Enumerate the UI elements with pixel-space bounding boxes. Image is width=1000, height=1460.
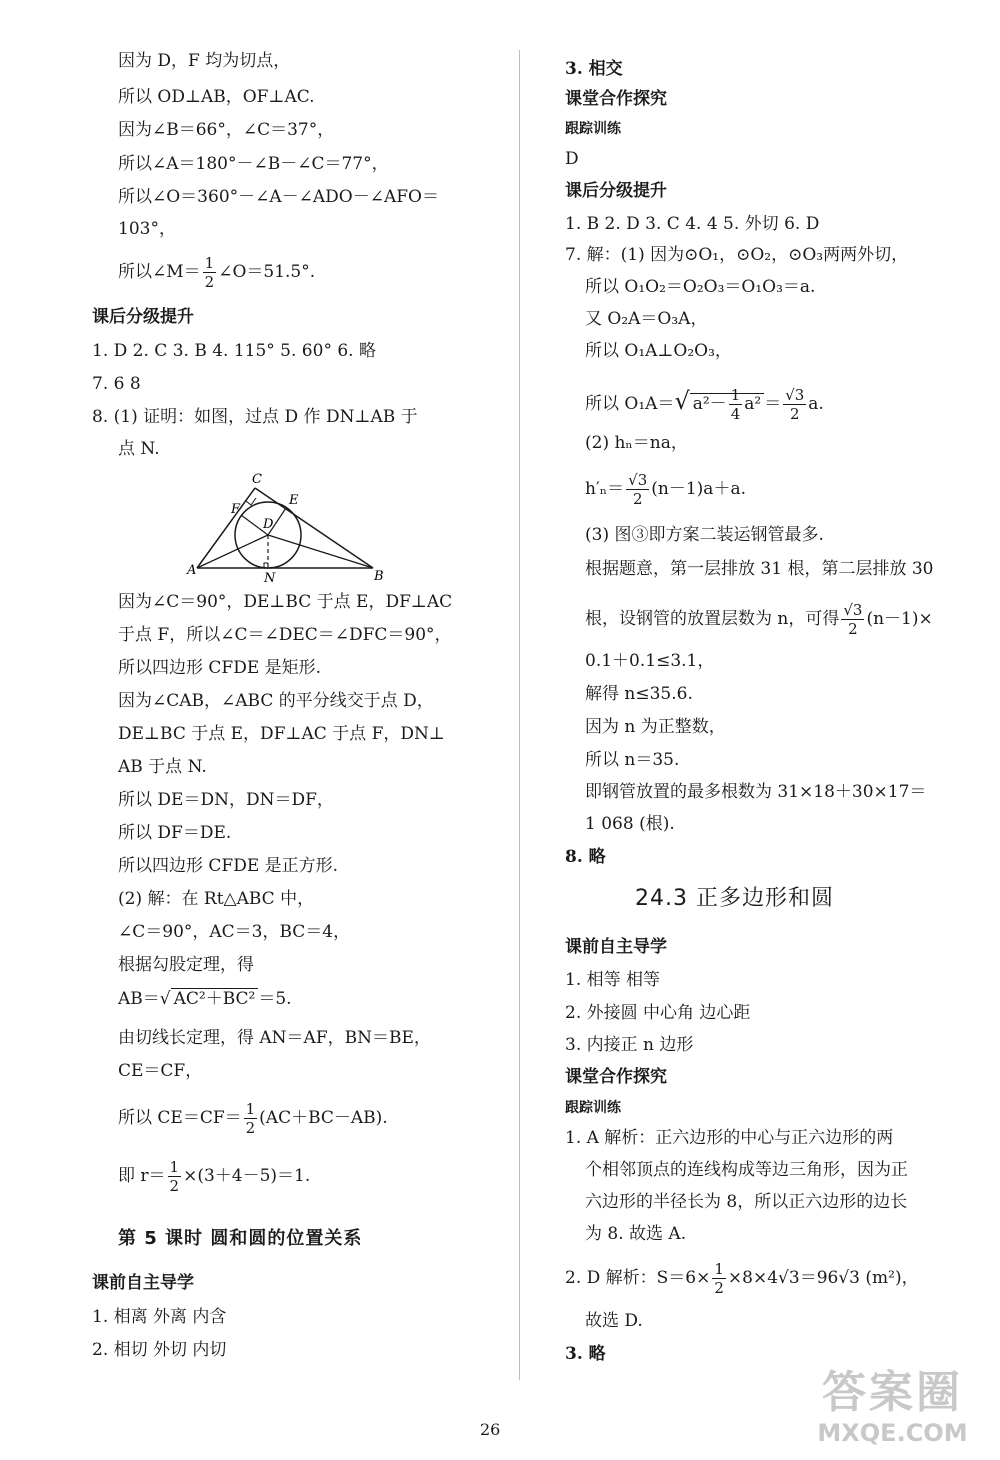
watermark-url: MXQE.COM — [817, 1419, 968, 1447]
formula-text: 根，设钢管的放置层数为 n，可得 — [585, 609, 840, 629]
triangle-incircle-figure — [185, 470, 395, 585]
watermark-logo-text: 答案圈 — [822, 1367, 963, 1418]
text-line: 103°， — [118, 219, 176, 239]
formula-text: ×8×4√3＝96√3 (m²)， — [727, 1268, 919, 1288]
text-line: ∠C＝90°，AC＝3，BC＝4， — [118, 922, 351, 942]
fraction-numerator: 1 — [169, 1158, 180, 1176]
text-line: 所以∠O＝360°－∠A－∠ADO－∠AFO＝ — [118, 187, 439, 207]
answer-line: 2. 外接圆 中心角 边心距 — [565, 1003, 751, 1023]
text-line: 因为 D，F 均为切点， — [118, 51, 291, 71]
answer-line: 1. A 解析：正六边形的中心与正六边形的两 — [565, 1128, 894, 1148]
formula-text: AB＝ — [118, 989, 160, 1009]
section-heading: 课前自主导学 — [92, 1273, 194, 1293]
fraction-numerator: 1 — [204, 254, 215, 272]
formula-line — [585, 600, 933, 638]
text-line: 1 068 (根). — [585, 814, 675, 834]
subsection-heading: 跟踪训练 — [565, 1100, 621, 1116]
sqrt-sign: √ — [674, 387, 690, 415]
radicand: AC²＋BC² — [171, 988, 259, 1009]
formula-text: a. — [808, 394, 824, 414]
answer-line: 7. 6 8 — [92, 374, 141, 394]
fraction-numerator: 1 — [714, 1260, 724, 1278]
answer-line: D — [565, 149, 579, 169]
fraction — [244, 1100, 258, 1137]
fraction — [712, 1260, 726, 1297]
text-line: 又 O₂A＝O₃A， — [585, 309, 708, 329]
fraction-numerator: √3 — [628, 471, 648, 489]
text-line: 于点 F，所以∠C＝∠DEC＝∠DFC＝90°， — [118, 625, 452, 645]
section-heading: 课后分级提升 — [92, 307, 194, 327]
answer-line: 1. D 2. C 3. B 4. 115° 5. 60° 6. 略 — [92, 341, 376, 361]
label-b: B — [374, 569, 384, 584]
formula-text: ∠O＝51.5°. — [218, 262, 316, 282]
text-line: 0.1＋0.1≤3.1， — [585, 651, 715, 671]
text-line: 六边形的半径长为 8，所以正六边形的边长 — [585, 1192, 908, 1212]
formula-text: (n－1)a＋a. — [651, 479, 746, 499]
section-heading: 课后分级提升 — [565, 181, 667, 201]
label-n: N — [264, 571, 276, 585]
lesson-title: 第 5 课时 圆和圆的位置关系 — [118, 1228, 363, 1249]
formula-text: 2. D 解析：S＝6× — [565, 1268, 711, 1288]
text-line: 所以 DE＝DN，DN＝DF， — [118, 790, 334, 810]
formula-text: ＝ — [764, 394, 782, 414]
text-line: 由切线长定理，得 AN＝AF，BN＝BE， — [118, 1028, 431, 1048]
text-line: DE⊥BC 于点 E，DF⊥AC 于点 F，DN⊥ — [118, 724, 445, 744]
formula-line — [565, 1259, 919, 1297]
fraction-numerator: √3 — [843, 601, 863, 619]
text-line: 所以四边形 CFDE 是正方形. — [118, 856, 339, 876]
fraction-numerator: 1 — [730, 386, 741, 404]
label-f: F — [231, 502, 241, 517]
fraction — [783, 386, 806, 423]
label-e: E — [289, 493, 299, 508]
text-line: 因为∠B＝66°，∠C＝37°， — [118, 120, 335, 140]
formula-line — [118, 988, 292, 1010]
text-line: 个相邻顶点的连线构成等边三角形，因为正 — [585, 1160, 908, 1180]
text-line: 所以 DF＝DE. — [118, 823, 232, 843]
formula-text: 所以∠M＝ — [118, 262, 201, 282]
text-line: 点 N. — [118, 439, 160, 459]
section-heading: 课堂合作探究 — [565, 1067, 667, 1087]
section-heading: 课前自主导学 — [565, 937, 667, 957]
formula-line — [118, 1158, 310, 1195]
text-line: (3) 图③即方案二装运钢管最多. — [585, 525, 824, 545]
fraction-numerator: 1 — [245, 1100, 256, 1118]
watermark — [795, 1368, 990, 1456]
text-line: 所以 O₁O₂＝O₂O₃＝O₁O₃＝a. — [585, 277, 816, 297]
label-c: C — [252, 472, 262, 487]
answer-line: 1. B 2. D 3. C 4. 4 5. 外切 6. D — [565, 214, 820, 234]
section-title: 24.3 正多边形和圆 — [635, 886, 834, 911]
fraction-denominator: 2 — [789, 405, 800, 423]
answer-line: 1. 相等 相等 — [565, 970, 661, 990]
formula-text: ＝5. — [258, 989, 292, 1009]
text-line: 因为 n 为正整数， — [585, 717, 726, 737]
fraction-denominator: 4 — [730, 405, 741, 423]
text-line: 所以∠A＝180°－∠B－∠C＝77°， — [118, 154, 389, 174]
radicand — [690, 386, 764, 423]
subsection-heading: 跟踪训练 — [565, 121, 621, 137]
fraction — [729, 386, 743, 423]
answer-line: 3. 相交 — [565, 59, 623, 79]
formula-text: h′ₙ＝ — [585, 479, 625, 499]
formula-text: ×(3＋4－5)＝1. — [183, 1166, 311, 1186]
formula-text: a²－ — [692, 394, 727, 414]
answer-line: 3. 略 — [565, 1344, 606, 1364]
text-line: (2) 解：在 Rt△ABC 中， — [118, 889, 315, 909]
label-a: A — [187, 563, 197, 578]
answer-line: 7. 解：(1) 因为⊙O₁，⊙O₂，⊙O₃两两外切， — [565, 245, 909, 265]
fraction — [168, 1158, 182, 1195]
fraction-denominator: 2 — [632, 490, 643, 508]
formula-text: 所以 O₁A＝ — [585, 394, 675, 414]
fraction-denominator: 2 — [848, 620, 858, 638]
formula-text: (n－1)× — [866, 609, 933, 629]
label-d: D — [263, 517, 274, 532]
answer-line: 3. 内接正 n 边形 — [565, 1035, 694, 1055]
answer-line: 8. 略 — [565, 847, 606, 867]
formula-text: a² — [744, 394, 762, 414]
formula-line — [585, 470, 746, 508]
text-line: CE＝CF， — [118, 1061, 203, 1081]
text-line: 所以 n＝35. — [585, 750, 680, 770]
page-number: 26 — [480, 1420, 501, 1439]
fraction — [626, 471, 649, 508]
section-heading: 课堂合作探究 — [565, 89, 667, 109]
formula-text: (AC＋BC－AB). — [259, 1108, 388, 1128]
sqrt-sign: √ — [159, 989, 171, 1009]
text-line: 根据题意，第一层排放 31 根，第二层排放 30 — [585, 559, 934, 579]
formula-text: 所以 CE＝CF＝ — [118, 1108, 242, 1128]
fraction — [203, 254, 217, 291]
formula-text: 即 r＝ — [118, 1166, 166, 1186]
column-divider — [519, 50, 520, 1380]
text-line: 所以 O₁A⊥O₂O₃， — [585, 341, 732, 361]
text-line: 所以 OD⊥AB，OF⊥AC. — [118, 87, 315, 107]
text-line: 即钢管放置的最多根数为 31×18＋30×17＝ — [585, 782, 927, 802]
answer-line: 2. 相切 外切 内切 — [92, 1340, 227, 1360]
formula-line — [118, 1100, 388, 1137]
fraction — [841, 601, 864, 638]
fraction-numerator: √3 — [785, 386, 805, 404]
formula-line — [585, 382, 824, 423]
answer-line: 8. (1) 证明：如图，过点 D 作 DN⊥AB 于 — [92, 407, 418, 427]
text-line: 因为∠C＝90°，DE⊥BC 于点 E，DF⊥AC — [118, 592, 453, 612]
formula-line — [118, 254, 315, 291]
fraction-denominator: 2 — [714, 1279, 724, 1297]
text-line: 解得 n≤35.6. — [585, 684, 693, 704]
text-line: 所以四边形 CFDE 是矩形. — [118, 658, 322, 678]
fraction-denominator: 2 — [169, 1177, 180, 1195]
fraction-denominator: 2 — [245, 1119, 256, 1137]
text-line: 故选 D. — [585, 1311, 643, 1331]
text-line: 因为∠CAB，∠ABC 的平分线交于点 D， — [118, 691, 434, 711]
text-line: AB 于点 N. — [118, 757, 207, 777]
answer-line: 1. 相离 外离 内含 — [92, 1307, 227, 1327]
text-line: 为 8. 故选 A. — [585, 1224, 687, 1244]
text-line: (2) hₙ＝na， — [585, 433, 688, 453]
fraction-denominator: 2 — [204, 273, 215, 291]
text-line: 根据勾股定理，得 — [118, 955, 254, 975]
